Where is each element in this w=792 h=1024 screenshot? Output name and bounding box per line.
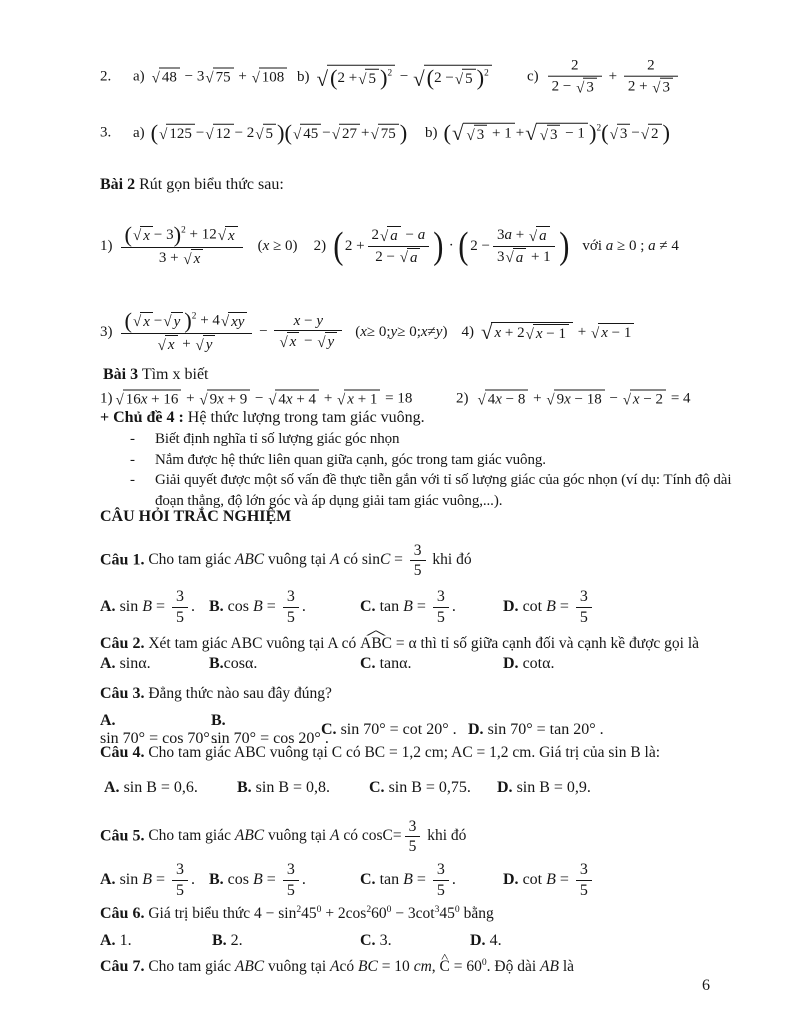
topic-bullet-1 xyxy=(100,429,736,450)
option-key: D. xyxy=(503,655,519,672)
option-key: C. xyxy=(360,655,376,672)
bullet-text: Nắm được hệ thức liên quan giữa cạnh, góc trong tam giác vuông. xyxy=(155,451,546,468)
option-6-a xyxy=(100,932,212,950)
bai-2-condition-2: với a ≥ 0 ; a ≠ 4 xyxy=(582,237,679,254)
bai-2-subtitle: Rút gọn biểu thức sau: xyxy=(135,176,284,193)
option-value: cot B = $\frac{3}{5}$ xyxy=(519,871,595,888)
question-4-body: Cho tam giác ABC vuông tại C có BC = 1,2 cm; AC = 1,2 cm. Giá trị của sin B là: xyxy=(144,744,661,761)
option-value: sin B = 0,9. xyxy=(512,779,591,796)
question-5-label: Câu 5. xyxy=(100,827,145,845)
question-3 xyxy=(100,684,750,705)
option-3-d xyxy=(468,721,740,739)
formula-3b: ( √ √ 3 + 1 + √ √ 3 − 1 ) $^2$ ( √ 3 − √ 2 ) xyxy=(443,119,671,145)
item-number: 3. xyxy=(100,124,112,141)
dash-marker: - xyxy=(130,431,135,447)
option-key: A. xyxy=(104,779,120,796)
topic-4-lead: + Chủ đề 4 : xyxy=(100,409,184,426)
option-value: 1. xyxy=(115,932,132,949)
bai-2-heading xyxy=(100,176,712,194)
bullet-text: Giải quyết được một số vấn đề thực tiễn gắn với tỉ số lượng giác của góc nhọn (ví dụ: Tính độ dài đoạn thẳng, độ lớn góc và áp dụng giải tam giác vuông,...). xyxy=(155,472,732,509)
option-5-b xyxy=(209,861,360,900)
option-key: A. xyxy=(100,871,116,889)
option-value: tan B = $\frac{3}{5}$ . xyxy=(375,588,456,626)
option-2-d xyxy=(503,655,740,673)
question-3-body: Đẳng thức nào sau đây đúng? xyxy=(144,685,332,702)
question-6-label: Câu 6. xyxy=(100,905,145,922)
option-2-b xyxy=(209,655,360,673)
option-value: sin B = 0,75. xyxy=(384,779,471,796)
option-value: sinα. xyxy=(115,655,151,672)
option-value: sin B = 0,6. xyxy=(119,779,198,796)
quiz-heading: CÂU HỎI TRẮC NGHIỆM xyxy=(100,508,292,525)
option-key: D. xyxy=(468,721,484,738)
option-6-c xyxy=(360,932,470,950)
item-label: 3) xyxy=(100,323,113,340)
bai-3-title: Bài 3 xyxy=(103,366,139,383)
option-2-a xyxy=(100,655,209,673)
question-2 xyxy=(100,634,750,655)
question-1-options xyxy=(100,588,740,627)
option-key: B. xyxy=(209,598,224,616)
exercise-3b xyxy=(425,119,671,145)
option-key: C. xyxy=(360,932,376,949)
question-7-body: Cho tam giác ABC vuông tại Acó BC = 10 cm, ^ $C = 60^0$. Độ dài AB là xyxy=(144,958,574,975)
question-2-options xyxy=(100,655,740,673)
question-5 xyxy=(100,818,750,856)
option-key: C. xyxy=(369,779,385,796)
option-value: sin 70° = tan 20° . xyxy=(483,721,604,738)
question-2-body: Xét tam giác ABC vuông tại A có ^ ABC = α thì tỉ số giữa cạnh đối và cạnh kề được gọi là xyxy=(144,635,699,652)
bai-2-condition-1: (x ≥ 0) xyxy=(257,237,298,254)
item-number: 2. xyxy=(100,68,112,85)
option-key: C. xyxy=(360,871,376,889)
topic-4-intro xyxy=(100,409,712,427)
bai-3-equation-2: √ 4x − 8 + √ 9x − 18 − √ x − 2 = 4 xyxy=(477,390,691,409)
question-1-body: Cho tam giác ABC vuông tại A có sinC = $\frac{3}{5}$ khi đó xyxy=(144,542,472,580)
bullet-text: Biết định nghĩa tỉ số lượng giác góc nhọn xyxy=(155,431,400,447)
option-6-d xyxy=(470,932,740,950)
question-7-label: Câu 7. xyxy=(100,958,145,975)
option-value: cot B = $\frac{3}{5}$ xyxy=(519,598,595,615)
option-1-b xyxy=(209,588,360,627)
exercise-3-number xyxy=(100,125,111,142)
option-value: sin 70° = cot 20° . xyxy=(336,721,457,738)
option-key: B. xyxy=(212,932,227,949)
option-key: B. xyxy=(209,655,224,672)
option-6-b xyxy=(212,932,360,950)
topic-4-lead-rest: Hệ thức lượng trong tam giác vuông. xyxy=(183,409,425,426)
option-4-d xyxy=(497,779,744,797)
dash-marker: - xyxy=(130,472,135,488)
option-1-c xyxy=(360,588,503,627)
question-1 xyxy=(100,542,750,580)
question-4 xyxy=(100,743,750,764)
option-5-c xyxy=(360,861,503,900)
dash-marker: - xyxy=(130,451,135,468)
exercise-3-row xyxy=(100,110,712,156)
option-key: A. xyxy=(100,712,116,729)
bai-2-condition-3: ( x ≥ 0; y ≥ 0; x ≠ y ) xyxy=(355,323,448,340)
question-4-options xyxy=(104,779,744,797)
bai-2-formula-3: ( √ x − √ y ) $^2$ + 4 √ xy √ x + √ y − x − y √ x − √ y xyxy=(118,310,346,354)
option-1-d xyxy=(503,588,740,627)
option-key: B. xyxy=(211,712,226,729)
option-key: D. xyxy=(503,598,519,616)
option-key: A. xyxy=(100,598,116,616)
option-key: D. xyxy=(470,932,486,949)
formula-2a: √ 48 − 3 √ 75 + √ 108 xyxy=(151,68,289,87)
item-label: 2) xyxy=(456,390,469,407)
item-label: 1) xyxy=(100,237,113,254)
topic-bullet-3 xyxy=(100,470,736,511)
bai-3-equation-1: √ 16x + 16 + √ 9x + 9 − √ 4x + 4 + √ x + 1 = 18 xyxy=(115,390,413,409)
option-value: 3. xyxy=(375,932,392,949)
bai-2-row-1 xyxy=(100,203,679,289)
part-label: b) xyxy=(297,68,310,85)
option-key: B. xyxy=(237,779,252,796)
part-label: a) xyxy=(133,124,145,141)
topic-bullet-2 xyxy=(100,450,736,471)
option-value: sin B = $\frac{3}{5}$ . xyxy=(115,588,196,626)
formula-2b: √ ( 2 + √ 5 ) $^2$ − √ ( 2 − √ 5 ) $^2$ xyxy=(316,65,493,90)
option-value: sin 70° = cos 70° . xyxy=(100,730,218,747)
option-key: A. xyxy=(100,932,116,949)
part-label: a) xyxy=(133,68,145,85)
question-1-label: Câu 1. xyxy=(100,551,145,569)
option-5-a xyxy=(100,861,209,900)
option-3-c xyxy=(321,721,468,739)
option-5-d xyxy=(503,861,740,900)
option-value: cotα. xyxy=(518,655,555,672)
option-key: C. xyxy=(360,598,376,616)
option-value: cos B = $\frac{3}{5}$ . xyxy=(223,861,306,899)
option-key: B. xyxy=(209,871,224,889)
topic-4-bullets xyxy=(100,429,736,511)
option-value: sin 70° = cos 20° . xyxy=(211,730,329,747)
bai-2-formula-2: ( 2 + 2 √ a − a 2 − √ a ) · ( 2 − 3a + √ a 3 √ a + 1 ) xyxy=(333,224,570,267)
question-4-label: Câu 4. xyxy=(100,744,145,761)
option-4-c xyxy=(369,779,497,797)
part-label: b) xyxy=(425,124,438,141)
exercise-2b xyxy=(297,65,493,90)
question-3-label: Câu 3. xyxy=(100,685,145,702)
option-value: 2. xyxy=(226,932,243,949)
bai-3-item-1 xyxy=(100,390,412,409)
formula-2c: 2 2 − √ 3 + 2 2 + √ 3 xyxy=(545,58,681,97)
option-4-b xyxy=(237,779,369,797)
exercise-2-number xyxy=(100,69,111,86)
option-key: D. xyxy=(503,871,519,889)
item-label: 4) xyxy=(461,323,474,340)
question-6-options xyxy=(100,932,740,950)
option-key: D. xyxy=(497,779,513,796)
option-key: A. xyxy=(100,655,116,672)
exercise-3a xyxy=(133,119,408,145)
formula-3a: ( √ 125 − √ 12 − 2 √ 5 ) ( √ 45 − √ 27 + √ 75 ) xyxy=(150,119,408,145)
option-value: sin B = 0,8. xyxy=(251,779,331,796)
bai-3-item-2 xyxy=(456,390,691,409)
option-value: sin B = $\frac{3}{5}$ . xyxy=(115,861,196,899)
question-2-label: Câu 2. xyxy=(100,635,145,652)
option-key: C. xyxy=(321,721,337,738)
bai-2-row-2 xyxy=(100,294,635,370)
option-value: cosα. xyxy=(223,655,258,672)
option-1-a xyxy=(100,588,209,627)
page-number: 6 xyxy=(702,977,710,994)
question-7 xyxy=(100,957,750,978)
question-6 xyxy=(100,904,750,925)
part-label: c) xyxy=(527,68,539,85)
option-4-a xyxy=(104,779,237,797)
option-value: tanα. xyxy=(375,655,412,672)
option-2-c xyxy=(360,655,503,673)
question-5-options xyxy=(100,861,740,900)
bai-2-formula-1: ( √ x − 3 ) $^2$ + 12 √ x 3 + √ x xyxy=(118,224,246,268)
bai-2-formula-4: √ x + 2 √ x − 1 + √ x − 1 xyxy=(480,322,635,343)
exercise-2a xyxy=(133,68,288,87)
question-5-body: Cho tam giác ABC vuông tại A có cosC= $\frac{3}{5}$ khi đó xyxy=(144,818,467,856)
item-label: 1) xyxy=(100,390,113,407)
exercise-2-row xyxy=(100,46,712,108)
question-6-body: Giá trị biểu thức $4 - \sin^245^0 + 2\cos^260^0 - 3\cot^345^0$ bằng xyxy=(144,903,494,922)
item-label: 2) xyxy=(313,237,327,254)
option-value: cos B = $\frac{3}{5}$ . xyxy=(223,588,306,626)
option-value: 4. xyxy=(485,932,502,949)
bai-3-subtitle: Tìm x biết xyxy=(138,366,209,383)
option-value: tan B = $\frac{3}{5}$ . xyxy=(375,861,456,899)
exercise-2c xyxy=(527,58,681,97)
bai-2-title: Bài 2 xyxy=(100,176,136,193)
